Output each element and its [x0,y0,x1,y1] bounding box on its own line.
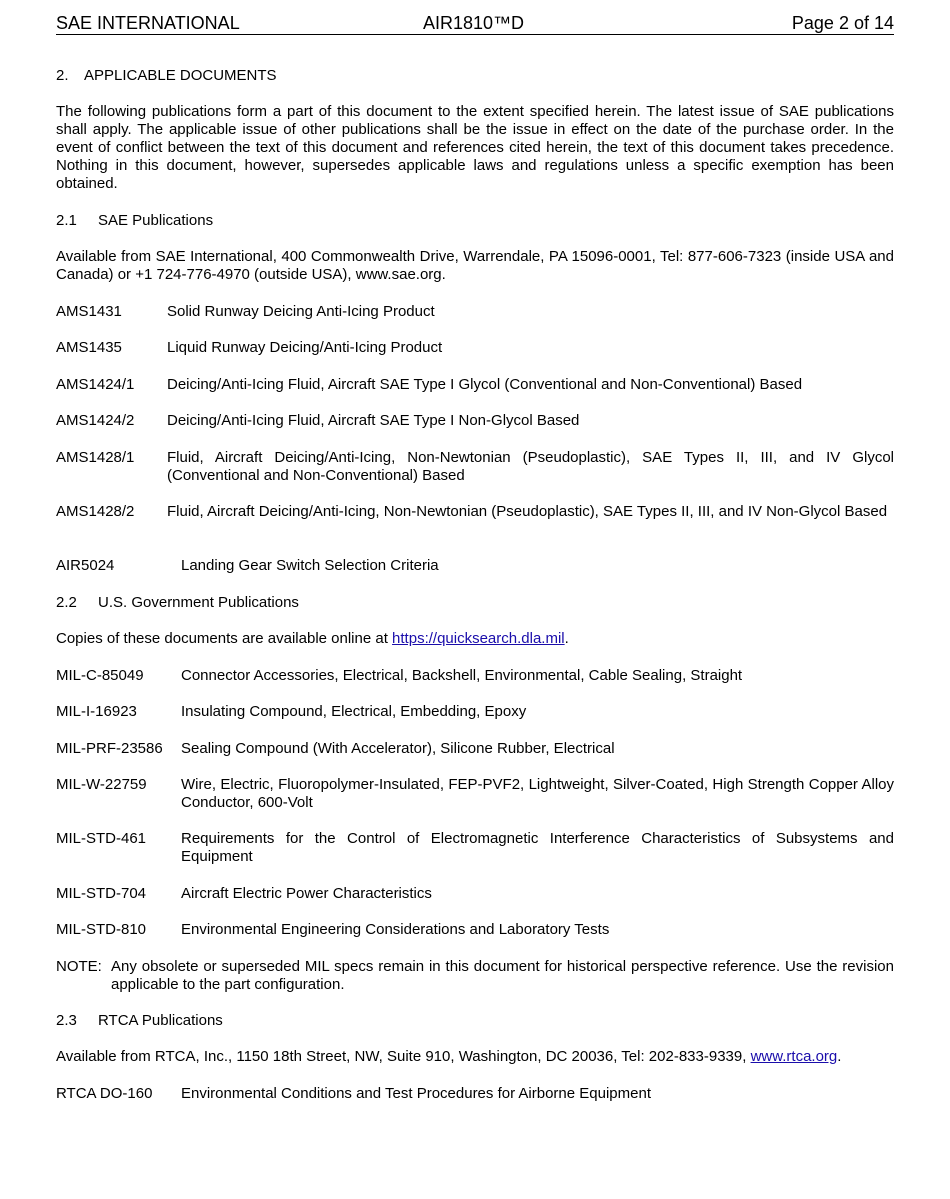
note-text: Any obsolete or superseded MIL specs remain in this document for historical perspective reference. Use the revision applicable to the part configuration. [111,958,894,993]
reference-entry [56,412,894,430]
section-number: 2. [56,67,69,84]
section-title: U.S. Government Publications [98,594,299,611]
section-number: 2.2 [56,594,77,611]
reference-code: MIL-STD-461 [56,830,147,847]
note-label: NOTE: [56,958,102,975]
reference-title: Fluid, Aircraft Deicing/Anti-Icing, Non-Newtonian (Pseudoplastic), SAE Types II, III, and IV Non-Glycol Based [167,503,888,520]
reference-code: AIR5024 [56,557,115,574]
reference-code: MIL-PRF-23586 [56,740,163,757]
reference-entry [56,921,894,939]
section-2-2-heading [56,594,894,612]
reference-code: RTCA DO-160 [56,1085,153,1102]
reference-entry [56,303,894,321]
reference-code: AMS1424/1 [56,376,135,393]
rtca-availability-paragraph [56,1048,894,1066]
section-2-1-heading [56,212,894,230]
reference-title: Sealing Compound (With Accelerator), Silicone Rubber, Electrical [181,740,615,757]
reference-title: Landing Gear Switch Selection Criteria [181,557,439,574]
reference-title: Requirements for the Control of Electromagnetic Interference Characteristics of Subsystems and Equipment [181,830,894,865]
reference-code: MIL-STD-704 [56,885,147,902]
reference-title: Environmental Conditions and Test Procedures for Airborne Equipment [181,1085,651,1102]
reference-title: Solid Runway Deicing Anti-Icing Product [167,303,435,320]
reference-code: MIL-I-16923 [56,703,137,720]
reference-code: MIL-C-85049 [56,667,144,684]
reference-entry [56,776,894,812]
reference-entry [56,449,894,485]
reference-code: AMS1424/2 [56,412,135,429]
reference-code: AMS1428/1 [56,449,135,466]
reference-title: Wire, Electric, Fluoropolymer-Insulated, FEP-PVF2, Lightweight, Silver-Coated, High Strength Copper Alloy Conductor, 600-Volt [181,776,894,811]
reference-entry [56,830,894,866]
sae-availability-paragraph: Available from SAE International, 400 Commonwealth Drive, Warrendale, PA 15096-0001, Tel: 877-606-7323 (inside USA and Canada) or +1 724-776-4970 (outside USA), www.sae.org. [56,248,894,283]
reference-entry [56,339,894,357]
rtca-website-link[interactable]: www.rtca.org [750,1048,838,1065]
dla-availability-paragraph [56,630,894,648]
reference-code: MIL-STD-810 [56,921,147,938]
section-2-heading [56,67,894,85]
reference-title: Aircraft Electric Power Characteristics [181,885,432,902]
reference-entry [56,703,894,721]
reference-entry [56,1085,894,1103]
section-2-intro-paragraph: The following publications form a part of this document to the extent specified herein. The latest issue of SAE publications shall apply. The applicable issue of other publications shall be the issue in effect on the date of the purchase order. In the event of conflict between the text of this document and references cited herein, the text of this document takes precedence. Nothing in this document, however, supersedes applicable laws and regulations unless a specific exemption has been obtained. [56,103,894,192]
reference-entry [56,740,894,758]
availability-suffix: . [837,1048,842,1065]
reference-title: Deicing/Anti-Icing Fluid, Aircraft SAE Type I Non-Glycol Based [167,412,580,429]
reference-entry [56,376,894,394]
header-document-number: AIR1810™D [423,13,525,33]
section-title: RTCA Publications [98,1012,223,1029]
reference-entry [56,503,894,539]
reference-code: AMS1428/2 [56,503,135,520]
availability-suffix: . [564,630,569,647]
reference-code: AMS1431 [56,303,122,320]
dla-quicksearch-link[interactable]: https://quicksearch.dla.mil [392,630,565,647]
reference-title: Liquid Runway Deicing/Anti-Icing Product [167,339,443,356]
reference-entry [56,667,894,685]
reference-title: Environmental Engineering Considerations and Laboratory Tests [181,921,610,938]
page-header [56,13,894,35]
section-number: 2.3 [56,1012,77,1029]
header-organization: SAE INTERNATIONAL [56,13,240,33]
reference-entry [56,557,894,575]
reference-code: AMS1435 [56,339,122,356]
reference-code: MIL-W-22759 [56,776,147,793]
reference-title: Insulating Compound, Electrical, Embedding, Epoxy [181,703,527,720]
reference-title: Connector Accessories, Electrical, Backshell, Environmental, Cable Sealing, Straight [181,667,743,684]
section-2-3-heading [56,1012,894,1030]
note-block [56,958,894,994]
header-page-number: Page 2 of 14 [791,13,894,33]
section-number: 2.1 [56,212,77,229]
availability-text: Available from RTCA, Inc., 1150 18th Street, NW, Suite 910, Washington, DC 20036, Tel: 202-833-9339, [56,1048,751,1065]
reference-title: Deicing/Anti-Icing Fluid, Aircraft SAE Type I Glycol (Conventional and Non-Conventional) Based [167,376,803,393]
availability-text: Copies of these documents are available online at [56,630,393,647]
reference-title: Fluid, Aircraft Deicing/Anti-Icing, Non-Newtonian (Pseudoplastic), SAE Types II, III, and IV Glycol (Conventional and Non-Conventional) Based [167,449,894,484]
section-title: SAE Publications [98,212,214,229]
reference-entry [56,885,894,903]
section-title: APPLICABLE DOCUMENTS [84,67,277,84]
